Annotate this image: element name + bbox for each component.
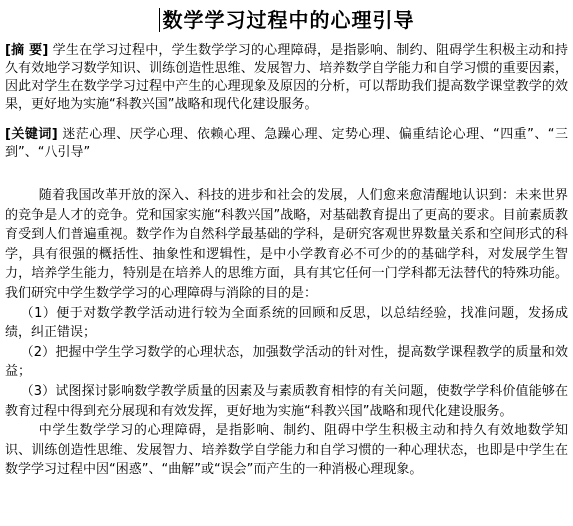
keywords-label: [关键词] <box>5 127 58 142</box>
paragraph-definition: 中学生数学学习的心理障碍，是指影响、制约、阻碍中学生积极主动和持久有效地数学知识、训练创造性思维、发展智力、培养数学自学能力和自学习惯的一种心理状态，也即是中学生在数学学习过程中因“困惑”、“曲解”或“误会”而产生的一种消极心理现象。 <box>5 423 568 478</box>
text-cursor <box>159 8 160 32</box>
title-container <box>0 7 573 33</box>
list-item-1: （1）便于对数学教学活动进行较为全面系统的回顾和反思，以总结经验，找准问题，发扬成绩，纠正错误； <box>5 305 568 341</box>
list-item-2: （2）把握中学生学习数学的心理状态，加强数学活动的针对性，提高数学课程教学的质量和效益； <box>5 344 568 380</box>
keywords-text: 迷茫心理、厌学心理、依赖心理、急躁心理、定势心理、偏重结论心理、“四重”、“三到”、“八引导” <box>5 127 568 160</box>
list-item-3: （3）试图探讨影响数学教学质量的因素及与素质教育相悖的有关问题，使数学学科价值能够在教育过程中得到充分展现和有效发挥，更好地为实施“科教兴国”战略和现代化建设服务。 <box>5 383 568 419</box>
document-title <box>159 7 415 33</box>
abstract-label: [摘 要] <box>5 43 49 58</box>
abstract-section <box>5 42 568 114</box>
abstract-text: 学生在学习过程中，学生数学学习的心理障碍，是指影响、制约、阻碍学生积极主动和持久有效地学习数学知识、训练创造性思维、发展智力、培养数学自学能力和自学习惯的重要因素，因此对学生在数学学习过程中产生的心理现象及原因的分析，可以帮助我们提高数学课堂教学的效果，更好地为实施“科教兴国”战略和现代化建设服务。 <box>5 43 568 112</box>
body-text <box>5 186 568 480</box>
paragraph-intro: 随着我国改革开放的深入、科技的进步和社会的发展，人们愈来愈清醒地认识到：未来世界的竞争是人才的竞争。党和国家实施“科教兴国”战略，对基础教育提出了更高的要求。目前素质教育受到人们普遍重视。数学作为自然科学最基础的学科，是研究客观世界数量关系和空间形式的科学，具有很强的概括性、抽象性和逻辑性，是中小学教育必不可少的的基础学科，对发展学生智力，培养学生能力，特别是在培养人的思维方面，具有其它任何一门学科都无法替代的特殊功能。我们研究中学生数学学习的心理障碍与消除的目的是： <box>5 188 568 301</box>
document-title-text: 数学学习过程中的心理引导 <box>162 8 415 32</box>
keywords-section <box>5 126 568 162</box>
